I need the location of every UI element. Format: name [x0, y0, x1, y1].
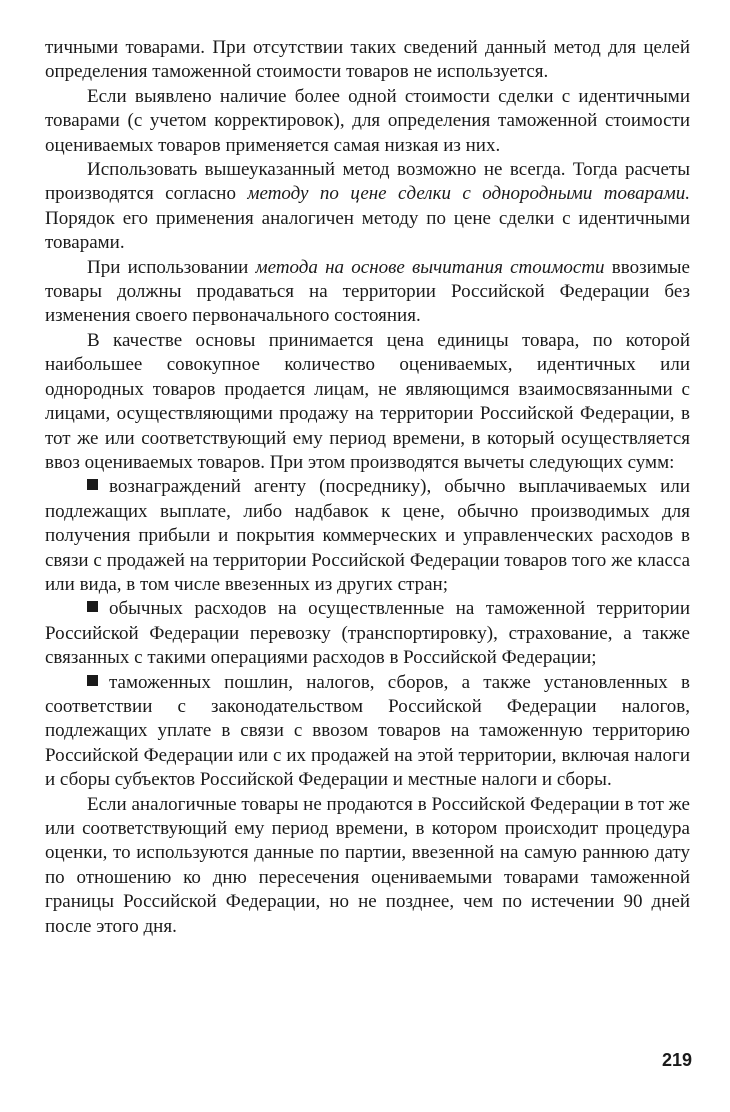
text-run: В качестве основы принимается цена единицы товара, по которой наибольшее совокупное количество оцениваемых, идентичных или однородных товаров продается лицам, не являющимся взаимосвязанными с лицами, осуществляющими продажу на территории Российской Федерации, в тот же или соответствующий ему период времени, в который осуществляется ввоз оцениваемых товаров. При этом производятся вычеты следующих сумм: — [45, 329, 690, 473]
text-run: обычных расходов на осуществленные на таможенной территории Российской Федерации перевозку (транспортировку), страхование, а также связанных с такими операциями расходов в Российской Федерации; — [45, 598, 690, 669]
text-run: тичными товарами. При отсутствии таких сведений данный метод для целей определения таможенной стоимости товаров не используется. — [45, 37, 690, 83]
text-run: вознаграждений агенту (посреднику), обычно выплачиваемых или подлежащих выплате, либо надбавок к цене, обычно производимых для получения прибыли и покрытия коммерческих и управленческих расходов в связи с продажей на территории Российской Федерации товаров того же класса или вида, в том числе ввезенных из других стран; — [45, 476, 690, 595]
text-run: Порядок его применения аналогичен методу по цене сделки с идентичными товарами. — [45, 207, 690, 254]
bullet-square-icon — [87, 601, 98, 612]
bullet-square-icon — [87, 479, 98, 490]
text-run: Использовать вышеуказанный метод возможно не всегда. Тогда расчеты производятся согласно — [45, 159, 690, 205]
italic-term: методу по цене сделки с однородными товарами. — [247, 183, 690, 205]
bullet-square-icon — [87, 675, 98, 686]
paragraph — [45, 256, 690, 329]
paragraph — [45, 158, 690, 256]
paragraph — [45, 329, 690, 475]
body-text — [45, 36, 690, 939]
italic-term: метода на основе вычитания стоимости — [255, 256, 605, 278]
page-number: 219 — [661, 1050, 692, 1070]
bullet-paragraph — [45, 475, 690, 597]
paragraph — [45, 85, 690, 158]
text-run: Если аналогичные товары не продаются в Российской Федерации в тот же или соответствующий ему период времени, в котором происходит процедура оценки, то используются данные по партии, ввезенной на самую раннюю дату по отношению ко дню пересечения оцениваемыми товарами таможенной границы Российской Федерации, но не позднее, чем по истечении 90 дней после этого дня. — [45, 793, 690, 937]
text-run: Если выявлено наличие более одной стоимости сделки с идентичными товарами (с учетом корректировок), для определения таможенной стоимости оцениваемых товаров применяется самая низкая из них. — [45, 85, 690, 156]
paragraph — [45, 793, 690, 939]
paragraph — [45, 36, 690, 85]
bullet-paragraph — [45, 597, 690, 670]
bullet-paragraph — [45, 671, 690, 793]
text-run: таможенных пошлин, налогов, сборов, а также установленных в соответствии с законодательством Российской Федерации налогов, подлежащих уплате в связи с ввозом товаров на таможенную территорию Российской Федерации или с их продажей на этой территории, включая налоги и сборы субъектов Российской Федерации и местные налоги и сборы. — [45, 671, 690, 791]
text-run: ввозимые товары должны продаваться на территории Российской Федерации без изменения своего первоначального состояния. — [45, 256, 690, 327]
text-run: При использовании — [87, 256, 256, 278]
